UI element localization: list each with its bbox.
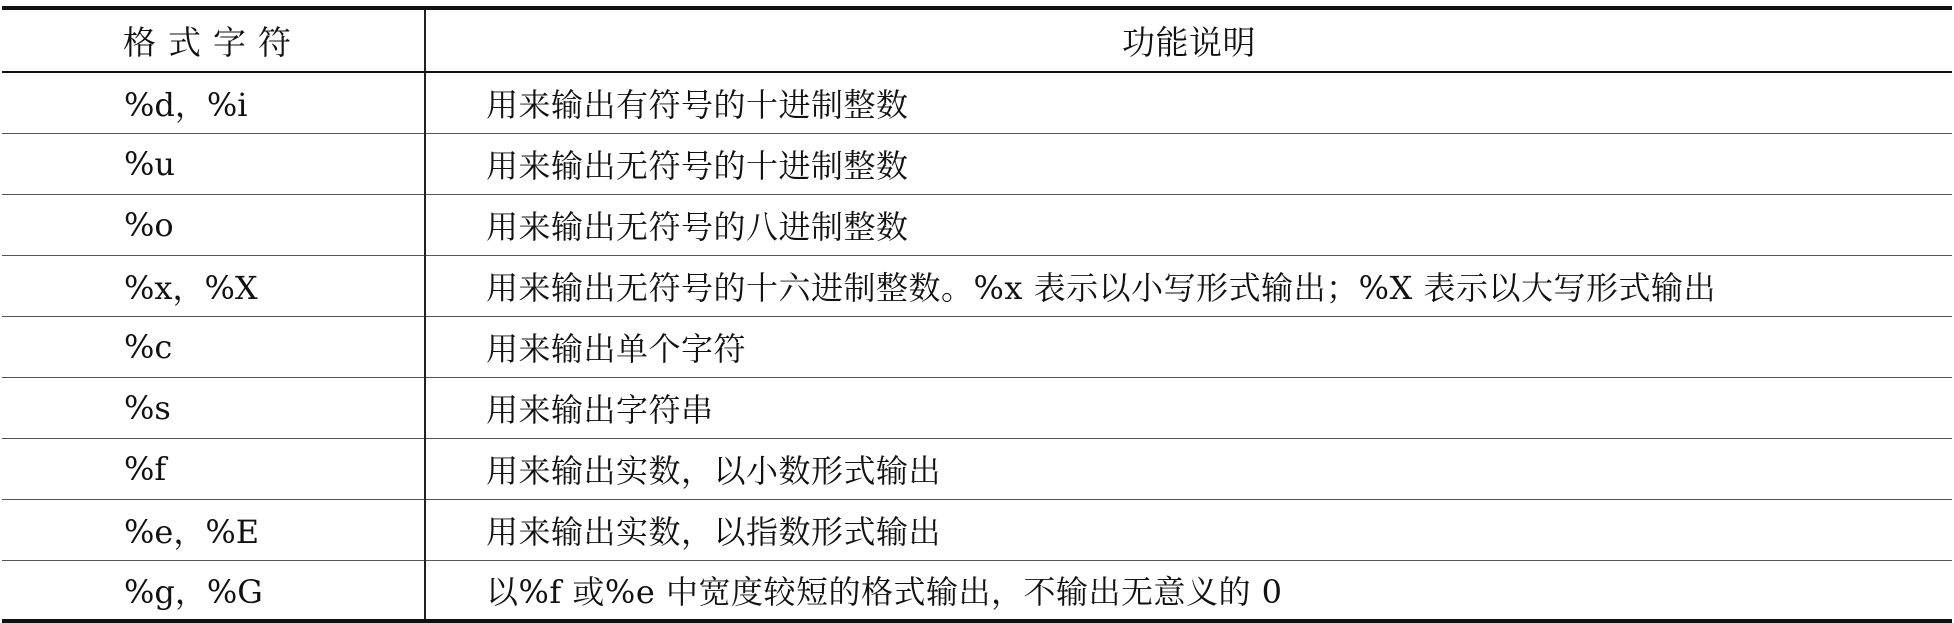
header-function-desc: 功能说明 bbox=[425, 8, 1952, 72]
table-row bbox=[2, 438, 1952, 499]
table-row bbox=[2, 316, 1952, 377]
table-row bbox=[2, 560, 1952, 621]
format-spec-cell: %d，%i bbox=[2, 72, 425, 133]
description-cell: 用来输出单个字符 bbox=[425, 316, 1952, 377]
format-spec-cell: %c bbox=[2, 316, 425, 377]
format-spec-cell: %g，%G bbox=[2, 560, 425, 621]
table-row bbox=[2, 255, 1952, 316]
description-cell: 以%f 或%e 中宽度较短的格式输出，不输出无意义的 0 bbox=[425, 560, 1952, 621]
table-row bbox=[2, 72, 1952, 133]
description-cell: 用来输出实数，以指数形式输出 bbox=[425, 499, 1952, 560]
table-header-row bbox=[2, 8, 1952, 72]
format-spec-cell: %f bbox=[2, 438, 425, 499]
description-cell: 用来输出有符号的十进制整数 bbox=[425, 72, 1952, 133]
format-specifier-table bbox=[2, 6, 1952, 623]
format-spec-cell: %s bbox=[2, 377, 425, 438]
description-cell: 用来输出无符号的十进制整数 bbox=[425, 133, 1952, 194]
header-format-char: 格式字符 bbox=[2, 8, 425, 72]
description-cell: 用来输出无符号的十六进制整数。%x 表示以小写形式输出；%X 表示以大写形式输出 bbox=[425, 255, 1952, 316]
description-cell: 用来输出字符串 bbox=[425, 377, 1952, 438]
table-row bbox=[2, 377, 1952, 438]
format-spec-cell: %u bbox=[2, 133, 425, 194]
table-row bbox=[2, 133, 1952, 194]
table-row bbox=[2, 194, 1952, 255]
description-cell: 用来输出实数，以小数形式输出 bbox=[425, 438, 1952, 499]
format-spec-cell: %x，%X bbox=[2, 255, 425, 316]
format-spec-cell: %e，%E bbox=[2, 499, 425, 560]
description-cell: 用来输出无符号的八进制整数 bbox=[425, 194, 1952, 255]
table-row bbox=[2, 499, 1952, 560]
format-spec-cell: %o bbox=[2, 194, 425, 255]
